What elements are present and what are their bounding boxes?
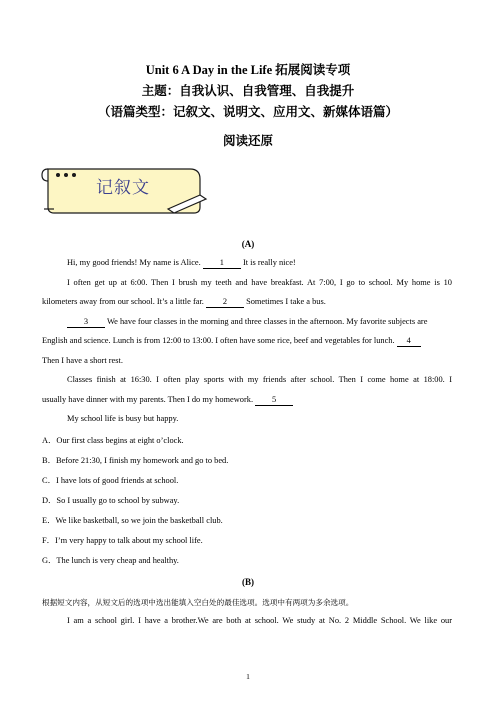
section-b-instruction: 根据短文内容，从短文后的选项中选出能填入空白处的最佳选项。选项中有两项为多余选项。 [42, 598, 354, 607]
passage-line: My school life is busy but happy. [67, 414, 179, 423]
genre-banner [40, 165, 210, 215]
passage-line: Classes finish at 16:30. I often play sports with my friends after school. Then I come home at 18:00. I [67, 375, 452, 384]
option-f: F．I’m very happy to talk about my school life. [42, 536, 203, 545]
blank-5: 5 [255, 395, 293, 406]
passage-line: usually have dinner with my parents. Then I do my homework. 5 [42, 390, 452, 410]
passage-line: English and science. Lunch is from 12:00 to 13:00. I often have some rice, beef and vegetables for lunch. 4 [42, 331, 452, 351]
passage-line: kilometers away from our school. It’s a little far. 2 Sometimes I take a bus. [42, 297, 326, 306]
passage-line: I am a school girl. I have a brother.We are both at school. We study at No. 2 Middle School. We like our [67, 616, 452, 625]
task-title: 阅读还原 [222, 134, 273, 148]
section-b-heading: (B) [242, 577, 254, 587]
section-a-passage [42, 253, 452, 429]
passage-line: 3 We have four classes in the morning and three classes in the afternoon. My favorite subjects are [42, 312, 452, 332]
option-b: B．Before 21:30, I finish my homework and go to bed. [42, 456, 229, 465]
passage-line: I often get up at 6:00. Then I brush my teeth and have breakfast. At 7:00, I go to school. My home is 10 [67, 277, 452, 287]
blank-2: 2 [206, 297, 244, 308]
option-c: C．I have lots of good friends at school. [42, 476, 179, 485]
blank-4: 4 [397, 336, 421, 347]
page-number: 1 [246, 672, 250, 681]
genre-title: （语篇类型：记叙文、说明文、应用文、新媒体语篇） [97, 105, 398, 119]
section-b-passage [42, 611, 452, 631]
theme-title: 主题：自我认识、自我管理、自我提升 [141, 84, 355, 98]
option-a: A．Our first class begins at eight o’clock. [42, 436, 184, 445]
section-a-heading: (A) [241, 239, 255, 249]
passage-line: Hi, my good friends! My name is Alice. 1 It is really nice! [67, 258, 296, 267]
unit-title: Unit 6 A Day in the Life 拓展阅读专项 [145, 63, 351, 77]
option-e: E．We like basketball, so we join the basketball club. [42, 516, 223, 525]
option-d: D．So I usually go to school by subway. [42, 496, 180, 505]
passage-line: Then I have a short rest. [42, 355, 123, 365]
blank-1: 1 [203, 258, 241, 269]
banner-label: 记叙文 [96, 178, 150, 198]
blank-3: 3 [67, 317, 105, 328]
option-g: G．The lunch is very cheap and healthy. [42, 556, 179, 565]
